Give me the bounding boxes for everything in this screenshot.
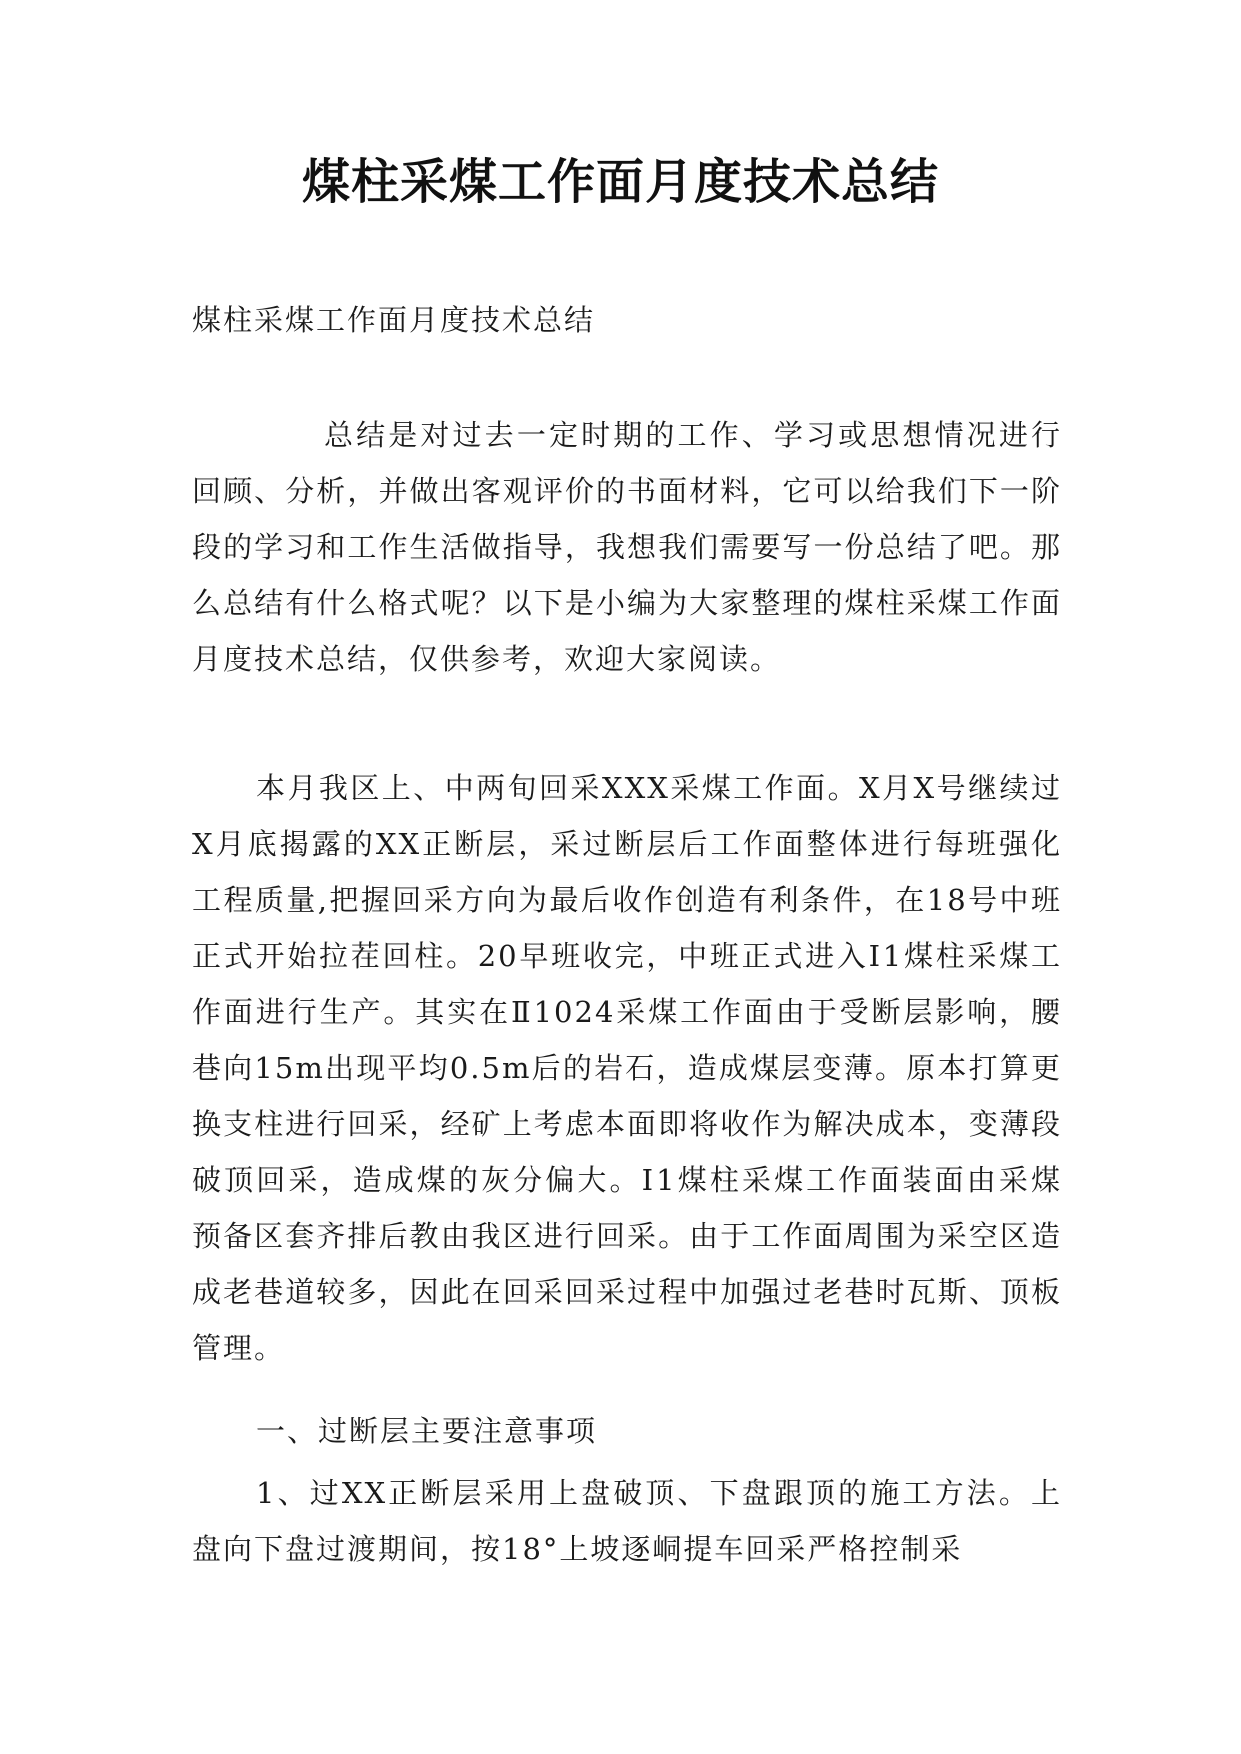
section-heading: 一、过断层主要注意事项 xyxy=(256,1414,598,1448)
document-subtitle: 煤柱采煤工作面月度技术总结 xyxy=(192,303,596,337)
list-item: 1、过XX正断层采用上盘破顶、下盘跟顶的施工方法。上盘向下盘过渡期间，按18°上坡逐峒提车回采严格控制采 xyxy=(192,1476,1062,1566)
main-paragraph: 本月我区上、中两旬回采XXX采煤工作面。X月X号继续过X月底揭露的XX正断层，采过断层后工作面整体进行每班强化工程质量,把握回采方向为最后收作创造有利条件，在18号中班正式开始拉茬回柱。20早班收完，中班正式进入Ⅰ1煤柱采煤工作面进行生产。其实在Ⅱ1024采煤工作面由于受断层影响，腰巷向15m出现平均0.5m后的岩石，造成煤层变薄。原本打算更换支柱进行回采，经矿上考虑本面即将收作为解决成本，变薄段破顶回采，造成煤的灰分偏大。Ⅰ1煤柱采煤工作面装面由采煤预备区套齐排后教由我区进行回采。由于工作面周围为采空区造成老巷道较多，因此在回采回采过程中加强过老巷时瓦斯、顶板管理。 xyxy=(192,771,1062,1365)
intro-paragraph: 总结是对过去一定时期的工作、学习或思想情况进行回顾、分析，并做出客观评价的书面材料，它可以给我们下一阶段的学习和工作生活做指导，我想我们需要写一份总结了吧。那么总结有什么格式呢？以下是小编为大家整理的煤柱采煤工作面月度技术总结，仅供参考，欢迎大家阅读。 xyxy=(192,418,1062,676)
document-title: 煤柱采煤工作面月度技术总结 xyxy=(301,154,939,210)
